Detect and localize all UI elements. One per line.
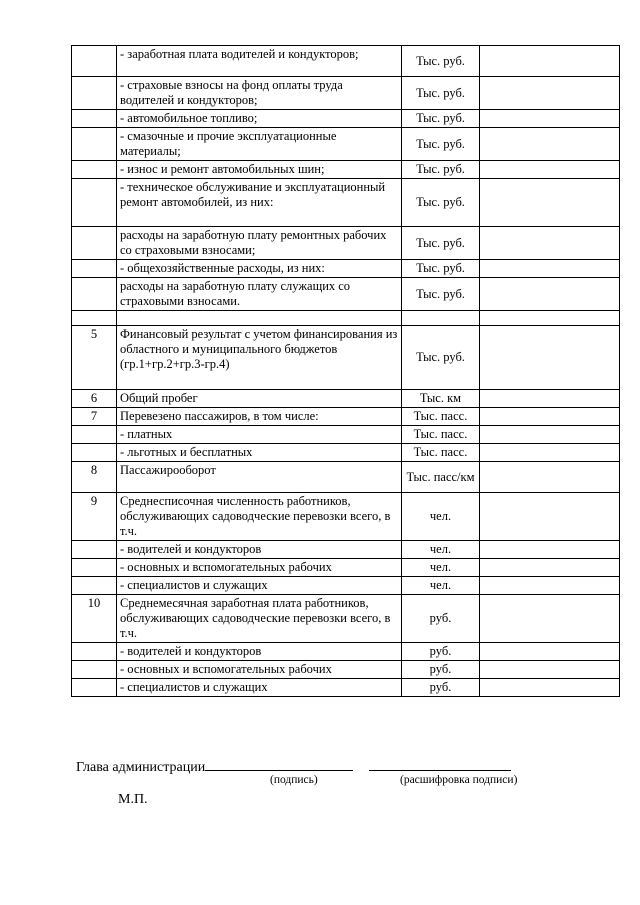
row-value [480,260,620,278]
row-value [480,128,620,161]
table-row [72,595,620,643]
table-row [72,643,620,661]
row-unit: Тыс. руб. [402,260,480,278]
row-number [72,161,117,179]
row-value [480,679,620,697]
table-row [72,408,620,426]
row-unit: чел. [402,559,480,577]
row-indicator: - смазочные и прочие эксплуатационные материалы; [117,128,402,161]
row-number [72,77,117,110]
row-number [72,559,117,577]
table-row [72,679,620,697]
signature-decode-caption: (расшифровка подписи) [400,774,518,786]
row-indicator: расходы на заработную плату служащих со страховыми взносами. [117,278,402,311]
row-unit: Тыс. пасс. [402,426,480,444]
row-value [480,161,620,179]
row-number: 10 [72,595,117,643]
table-row [72,426,620,444]
row-unit: чел. [402,541,480,559]
row-unit: руб. [402,595,480,643]
row-indicator: - специалистов и служащих [117,577,402,595]
table-row [72,46,620,77]
row-indicator [117,311,402,326]
signature-blank [205,757,353,771]
row-number [72,128,117,161]
report-table-body [72,46,620,697]
row-number [72,311,117,326]
table-row [72,541,620,559]
table-row [72,110,620,128]
signature-caption: (подпись) [270,774,318,786]
row-unit: Тыс. руб. [402,326,480,390]
row-value [480,643,620,661]
row-value [480,278,620,311]
row-indicator: Финансовый результат с учетом финансирования из областного и муниципального бюджетов (гр.1+гр.2+гр.3-гр.4) [117,326,402,390]
report-table [71,45,620,697]
row-unit: руб. [402,661,480,679]
table-row [72,559,620,577]
row-value [480,426,620,444]
table-row [72,577,620,595]
row-unit: Тыс. руб. [402,278,480,311]
row-indicator: - автомобильное топливо; [117,110,402,128]
row-indicator: - основных и вспомогательных рабочих [117,559,402,577]
row-indicator: - специалистов и служащих [117,679,402,697]
row-unit: Тыс. пасс. [402,408,480,426]
row-number [72,179,117,227]
row-value [480,227,620,260]
row-unit: Тыс. пасс/км [402,462,480,493]
row-number [72,278,117,311]
row-unit: Тыс. руб. [402,77,480,110]
row-number: 5 [72,326,117,390]
row-number: 8 [72,462,117,493]
row-number [72,541,117,559]
signature-label: Глава администрации [76,760,206,775]
row-value [480,559,620,577]
table-row [72,326,620,390]
row-value [480,77,620,110]
row-indicator: - водителей и кондукторов [117,541,402,559]
row-indicator: Перевезено пассажиров, в том числе: [117,408,402,426]
table-row [72,227,620,260]
row-number: 9 [72,493,117,541]
table-row [72,278,620,311]
row-indicator: Пассажирооборот [117,462,402,493]
row-value [480,462,620,493]
row-number [72,679,117,697]
row-indicator: Среднемесячная заработная плата работников, обслуживающих садоводческие перевозки всего, в т.ч. [117,595,402,643]
row-value [480,577,620,595]
table-row [72,661,620,679]
row-value [480,390,620,408]
table-row [72,260,620,278]
row-unit [402,311,480,326]
table-row [72,444,620,462]
row-unit: Тыс. руб. [402,227,480,260]
row-number [72,577,117,595]
table-row [72,493,620,541]
row-number: 6 [72,390,117,408]
table-row [72,128,620,161]
row-number: 7 [72,408,117,426]
row-unit: Тыс. пасс. [402,444,480,462]
row-value [480,444,620,462]
row-value [480,110,620,128]
table-row [72,179,620,227]
row-unit: Тыс. км [402,390,480,408]
row-indicator: - техническое обслуживание и эксплуатационный ремонт автомобилей, из них: [117,179,402,227]
row-indicator: - льготных и бесплатных [117,444,402,462]
table-row [72,77,620,110]
row-number [72,227,117,260]
row-indicator: - платных [117,426,402,444]
table-row [72,390,620,408]
row-number [72,426,117,444]
row-number [72,260,117,278]
row-value [480,661,620,679]
row-indicator: - заработная плата водителей и кондукторов; [117,46,402,77]
row-value [480,493,620,541]
row-indicator: - износ и ремонт автомобильных шин; [117,161,402,179]
row-indicator: - водителей и кондукторов [117,643,402,661]
row-indicator: расходы на заработную плату ремонтных рабочих со страховыми взносами; [117,227,402,260]
stamp-place: М.П. [118,792,148,807]
row-value [480,595,620,643]
row-unit: руб. [402,643,480,661]
table-row [72,161,620,179]
row-indicator: - страховые взносы на фонд оплаты труда водителей и кондукторов; [117,77,402,110]
row-value [480,541,620,559]
row-unit: руб. [402,679,480,697]
row-indicator: - основных и вспомогательных рабочих [117,661,402,679]
row-indicator: Среднесписочная численность работников, обслуживающих садоводческие перевозки всего, в т.ч. [117,493,402,541]
row-value [480,46,620,77]
row-unit: Тыс. руб. [402,128,480,161]
row-unit: чел. [402,493,480,541]
row-number [72,46,117,77]
row-unit: Тыс. руб. [402,110,480,128]
row-value [480,408,620,426]
row-value [480,326,620,390]
row-indicator: Общий пробег [117,390,402,408]
table-row [72,462,620,493]
row-unit: чел. [402,577,480,595]
row-number [72,444,117,462]
row-unit: Тыс. руб. [402,46,480,77]
row-unit: Тыс. руб. [402,161,480,179]
row-number [72,110,117,128]
table-row [72,311,620,326]
signature-decode-blank [369,757,511,771]
row-unit: Тыс. руб. [402,179,480,227]
row-number [72,661,117,679]
row-indicator: - общехозяйственные расходы, из них: [117,260,402,278]
row-value [480,311,620,326]
row-number [72,643,117,661]
row-value [480,179,620,227]
